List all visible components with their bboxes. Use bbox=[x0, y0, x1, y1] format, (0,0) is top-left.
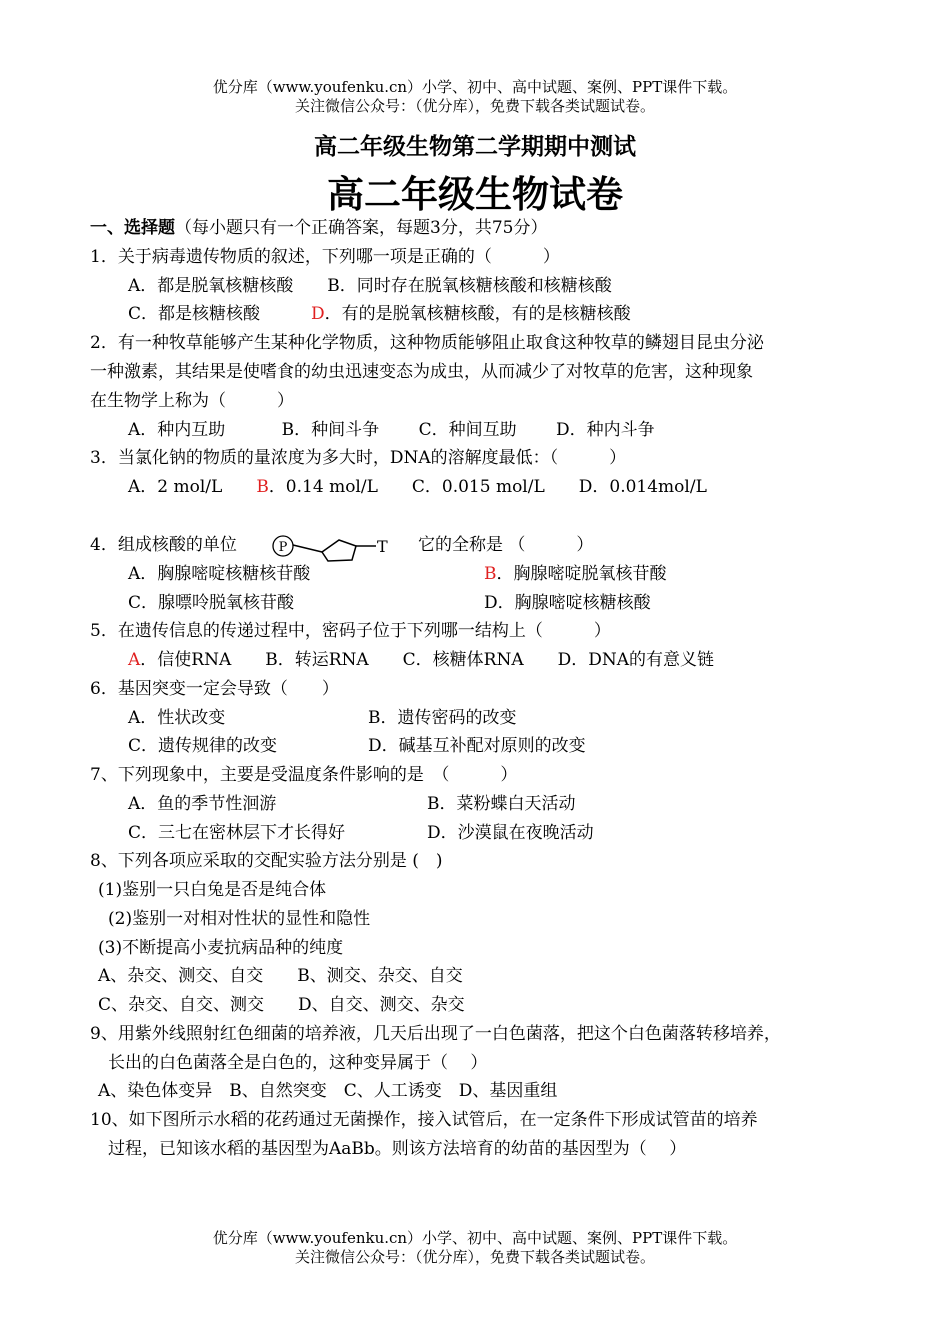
q7-option-b: B．菜粉蝶白天活动 bbox=[427, 794, 576, 814]
q9-stem-2: 长出的白色菌落全是白色的，这种变异属于（ ） bbox=[108, 1053, 488, 1073]
q8-item-2: (2)鉴别一对相对性状的显性和隐性 bbox=[108, 909, 371, 929]
q1-stem: 1．关于病毒遗传物质的叙述，下列哪一项是正确的（ ） bbox=[90, 247, 560, 267]
q8-stem: 8、下列各项应采取的交配实验方法分别是 ( ) bbox=[90, 851, 443, 871]
header-line-2: 关注微信公众号：（优分库），免费下载各类试题试卷。 bbox=[294, 97, 655, 115]
exam-subtitle: 高二年级生物试卷 bbox=[327, 172, 623, 216]
q4-option-b: ．胸腺嘧啶脱氧核苷酸 bbox=[496, 564, 667, 584]
q4-option-b-line bbox=[484, 563, 667, 585]
q7-option-c: C．三七在密林层下才长得好 bbox=[128, 823, 346, 843]
q1-option-d: ．有的是脱氧核糖核酸，有的是核糖核酸 bbox=[324, 304, 631, 324]
q6-option-b: B．遗传密码的改变 bbox=[368, 708, 517, 728]
footer-line-2: 关注微信公众号：（优分库），免费下载各类试题试卷。 bbox=[294, 1248, 655, 1266]
q10-stem-2: 过程，已知该水稻的基因型为AaBb。则该方法培育的幼苗的基因型为（ ） bbox=[108, 1139, 687, 1159]
q4-option-a: A．胸腺嘧啶核糖核苷酸 bbox=[128, 564, 311, 584]
q5-options bbox=[128, 649, 714, 671]
q9-options: A、染色体变异 B、自然突变 C、人工诱变 D、基因重组 bbox=[98, 1081, 558, 1101]
pentose-ring bbox=[322, 540, 356, 561]
q1-answer-mark: D bbox=[311, 304, 325, 324]
q3-options bbox=[128, 476, 707, 498]
phosphate-label: P bbox=[278, 540, 288, 555]
q4-option-c: C．腺嘌呤脱氧核苷酸 bbox=[128, 593, 295, 613]
q5-answer-mark: A bbox=[128, 650, 141, 670]
q3-answer-mark: B bbox=[256, 477, 269, 497]
base-label: T bbox=[377, 537, 388, 556]
q4-option-d: D．胸腺嘧啶核糖核酸 bbox=[484, 593, 651, 613]
q1-options-ab: A．都是脱氧核糖核酸 B．同时存在脱氧核糖核酸和核糖核酸 bbox=[128, 276, 612, 296]
q10-stem-1: 10、如下图所示水稻的花药通过无菌操作，接入试管后，在一定条件下形成试管苗的培养 bbox=[90, 1110, 758, 1130]
section-note: （每小题只有一个正确答案，每题3分，共75分） bbox=[175, 218, 548, 238]
section-label: 一、选择题 bbox=[90, 218, 175, 238]
q6-option-d: D．碱基互补配对原则的改变 bbox=[368, 736, 586, 756]
q8-item-1: (1)鉴别一只白兔是否是纯合体 bbox=[98, 880, 327, 900]
q1-options-cd bbox=[128, 303, 631, 325]
exam-title: 高二年级生物第二学期期中测试 bbox=[314, 133, 636, 160]
q7-option-d: D．沙漠鼠在夜晚活动 bbox=[427, 823, 594, 843]
q3-option-a: A．2 mol/L bbox=[128, 477, 257, 497]
q9-stem-1: 9、用紫外线照射红色细菌的培养液，几天后出现了一白色菌落，把这个白色菌落转移培养， bbox=[90, 1024, 781, 1044]
q8-item-3: (3)不断提高小麦抗病品种的纯度 bbox=[98, 938, 344, 958]
q3-options-rest: ．0.14 mol/L C．0.015 mol/L D．0.014mol/L bbox=[268, 477, 707, 497]
q5-options-rest: ．信使RNA B．转运RNA C．核糖体RNA D．DNA的有意义链 bbox=[140, 650, 715, 670]
q4-stem-prefix: 4．组成核酸的单位 bbox=[90, 535, 237, 555]
q8-options-cd: C、杂交、自交、测交 D、自交、测交、杂交 bbox=[98, 995, 465, 1015]
section-heading bbox=[90, 217, 547, 239]
q6-stem: 6．基因突变一定会导致（ ） bbox=[90, 679, 339, 699]
phosphate-bond bbox=[293, 545, 322, 552]
footer-line-1: 优分库（www.youfenku.cn）小学、初中、高中试题、案例、PPT课件下载。 bbox=[212, 1229, 738, 1247]
q7-option-a: A．鱼的季节性洄游 bbox=[128, 794, 277, 814]
q6-option-c: C．遗传规律的改变 bbox=[128, 736, 278, 756]
q1-option-c: C．都是核糖核酸 bbox=[128, 304, 312, 324]
q7-stem: 7、下列现象中，主要是受温度条件影响的是 （ ） bbox=[90, 765, 518, 785]
q4-stem-suffix: 它的全称是 （ ） bbox=[418, 535, 594, 555]
q2-options: A．种内互助 B．种间斗争 C．种间互助 D．种内斗争 bbox=[128, 420, 655, 440]
q2-stem-1: 2．有一种牧草能够产生某种化学物质，这种物质能够阻止取食这种牧草的鳞翅目昆虫分泌 bbox=[90, 333, 764, 353]
q2-stem-3: 在生物学上称为（ ） bbox=[90, 391, 294, 411]
nucleotide-diagram bbox=[266, 528, 396, 564]
q8-options-ab: A、杂交、测交、自交 B、测交、杂交、自交 bbox=[98, 966, 463, 986]
q4-answer-mark: B bbox=[484, 564, 497, 584]
q2-stem-2: 一种激素，其结果是使嗜食的幼虫迅速变态为成虫，从而减少了对牧草的危害，这种现象 bbox=[90, 362, 753, 382]
q6-option-a: A．性状改变 bbox=[128, 708, 226, 728]
q3-stem: 3．当氯化钠的物质的量浓度为多大时，DNA的溶解度最低：（ ） bbox=[90, 448, 627, 468]
q5-stem: 5．在遗传信息的传递过程中，密码子位于下列哪一结构上（ ） bbox=[90, 621, 611, 641]
header-line-1: 优分库（www.youfenku.cn）小学、初中、高中试题、案例、PPT课件下载。 bbox=[212, 78, 738, 96]
